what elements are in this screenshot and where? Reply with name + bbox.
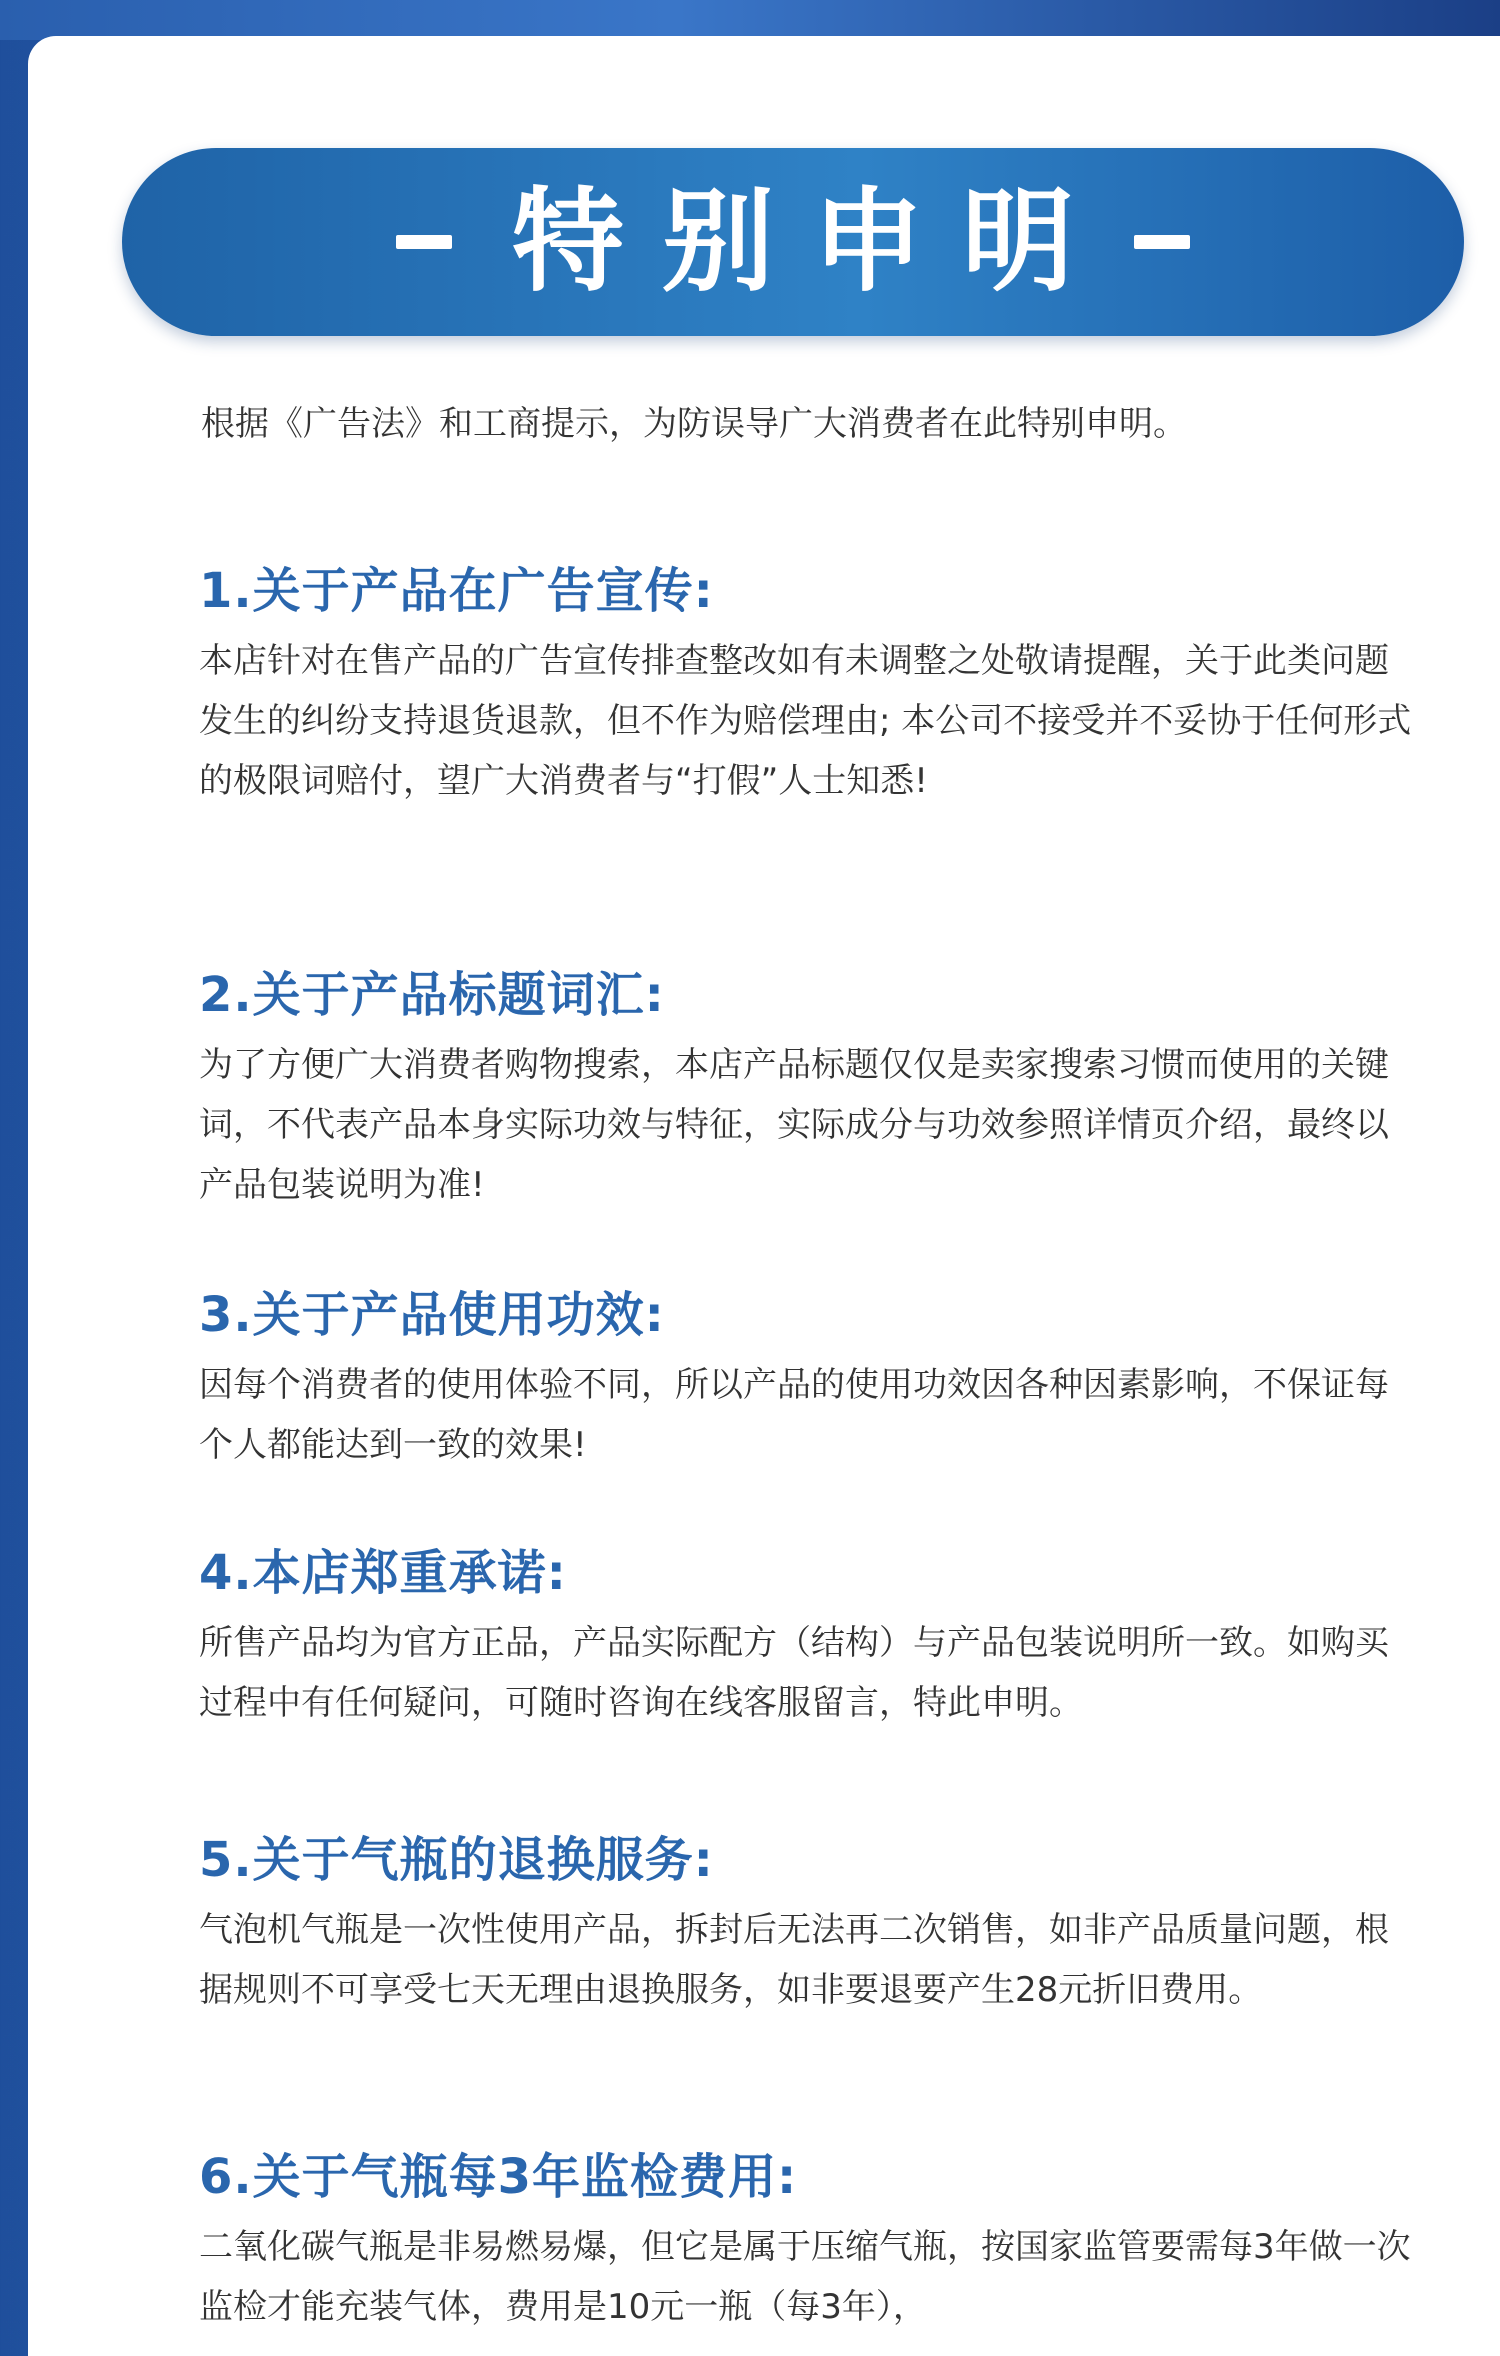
section-title: 2.关于产品标题词汇:: [199, 967, 665, 1023]
intro-text: 根据《广告法》和工商提示，为防误导广大消费者在此特别申明。: [201, 404, 1187, 444]
section-4: [199, 1543, 1414, 1733]
section-5: [199, 1830, 1414, 2020]
section-title: 6.关于气瓶每3年监检费用:: [199, 2149, 798, 2205]
section-body: 为了方便广大消费者购物搜索，本店产品标题仅仅是卖家搜索习惯而使用的关键词，不代表产品本身实际功效与特征，实际成分与功效参照详情页介绍，最终以产品包装说明为准!: [199, 1045, 1389, 1205]
section-6: [199, 2147, 1414, 2337]
section-body: 气泡机气瓶是一次性使用产品，拆封后无法再二次销售，如非产品质量问题，根据规则不可享受七天无理由退换服务，如非要退要产生28元折旧费用。: [199, 1910, 1389, 2010]
banner-title: 特别申明: [512, 177, 1112, 307]
section-title: 1.关于产品在广告宣传:: [199, 563, 714, 619]
banner-dash-left: [396, 235, 452, 249]
top-band: [0, 0, 1500, 40]
section-1: [199, 561, 1414, 811]
section-title: 3.关于产品使用功效:: [199, 1287, 665, 1343]
section-title: 5.关于气瓶的退换服务:: [199, 1832, 714, 1888]
section-body: 本店针对在售产品的广告宣传排查整改如有未调整之处敬请提醒，关于此类问题发生的纠纷支持退货退款，但不作为赔偿理由; 本公司不接受并不妥协于任何形式的极限词赔付，望广大消费者与“打假”人士知悉!: [199, 641, 1412, 801]
section-body: 因每个消费者的使用体验不同，所以产品的使用功效因各种因素影响，不保证每个人都能达到一致的效果!: [199, 1365, 1389, 1465]
section-body: 二氧化碳气瓶是非易燃易爆，但它是属于压缩气瓶，按国家监管要需每3年做一次监检才能充装气体，费用是10元一瓶（每3年），: [199, 2227, 1411, 2327]
title-banner: [122, 148, 1464, 336]
banner-dash-right: [1134, 235, 1190, 249]
section-title: 4.本店郑重承诺:: [199, 1545, 567, 1601]
section-3: [199, 1285, 1414, 1475]
section-body: 所售产品均为官方正品，产品实际配方（结构）与产品包装说明所一致。如购买过程中有任何疑问，可随时咨询在线客服留言，特此申明。: [199, 1623, 1389, 1723]
section-2: [199, 965, 1414, 1215]
